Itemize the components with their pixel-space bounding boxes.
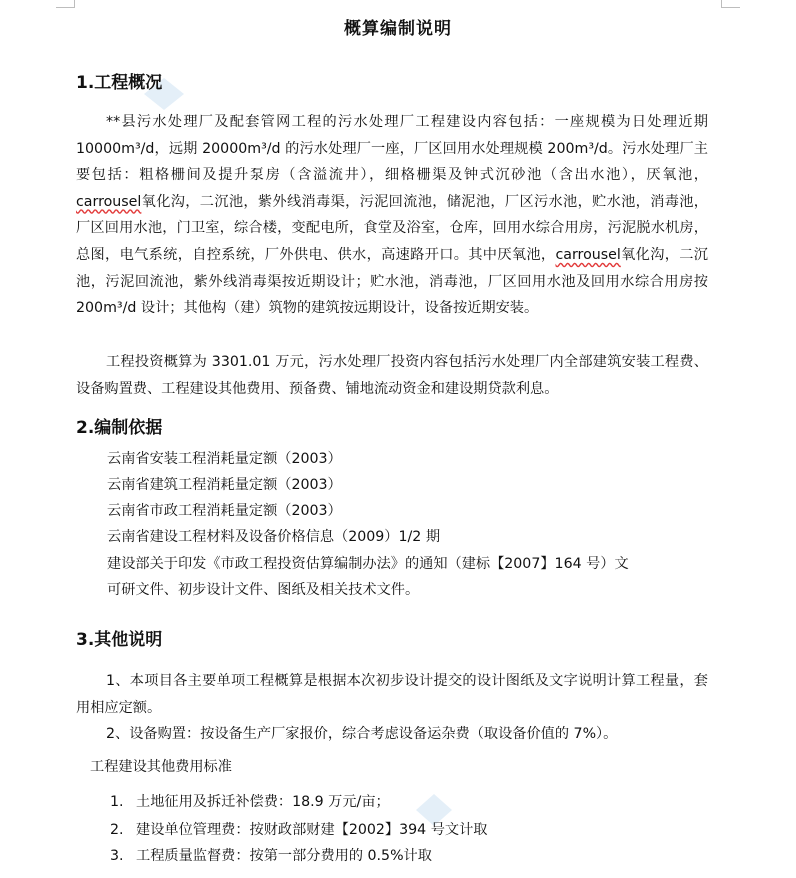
list-item: 3. 工程质量监督费：按第一部分费用的 0.5%计取: [110, 848, 432, 864]
basis-item: 云南省建筑工程消耗量定额（2003）: [107, 477, 342, 493]
list-item: 2. 建设单位管理费：按财政部财建【2002】394 号文计取: [110, 822, 488, 838]
basis-item: 建设部关于印发《市政工程投资估算编制办法》的通知（建标【2007】164 号）文: [107, 556, 629, 572]
term-carrousel: carrousel: [555, 246, 621, 263]
paragraph-investment: 工程投资概算为 3301.01 万元，污水处理厂投资内容包括污水处理厂内全部建筑安装工程费、设备购置费、工程建设其他费用、预备费、铺地流动资金和建设期贷款利息。: [76, 354, 708, 397]
paragraph-other-1: 1、本项目各主要单项工程概算是根据本次初步设计提交的设计图纸及文字说明计算工程量，套用相应定额。: [76, 673, 708, 716]
basis-item: 云南省安装工程消耗量定额（2003）: [107, 451, 342, 467]
basis-item: 云南省建设工程材料及设备价格信息（2009）1/2 期: [107, 529, 441, 545]
section-heading-overview: 1.工程概况: [76, 73, 163, 93]
page-corner-mark: [56, 0, 75, 8]
list-item: 1. 土地征用及拆迁补偿费：18.9 万元/亩；: [110, 794, 390, 810]
document-title: 概算编制说明: [344, 19, 452, 39]
section-heading-other: 3.其他说明: [76, 630, 163, 650]
basis-item: 云南省市政工程消耗量定额（2003）: [107, 503, 342, 519]
term-carrousel: carrousel: [76, 193, 142, 210]
section-heading-basis: 2.编制依据: [76, 418, 163, 438]
paragraph-other-2: 2、设备购置：按设备生产厂家报价，综合考虑设备运杂费（取设备价值的 7%）。: [106, 726, 618, 742]
subheading-fee-standard: 工程建设其他费用标准: [90, 759, 232, 775]
paragraph-overview: **县污水处理厂及配套管网工程的污水处理厂工程建设内容包括：一座规模为日处理近期 10000m³/d，远期 20000m³/d 的污水处理厂一座，厂区回用水处理规模 200m³/d。污水处理厂主要包括：粗格栅间及提升泵房（含溢流井），细格栅渠及钟式沉砂池（含出水池），厌氧池，carrousel氧化沟，二沉池，紫外线消毒渠，污泥回流池，储泥池，厂区污水池，贮水池，消毒池，厂区回用水池，门卫室，综合楼，变配电所，食堂及浴室，仓库，回用水综合用房，污泥脱水机房，总图，电气系统，自控系统，厂外供电、供水，高速路开口。其中厌氧池，carrousel氧化沟，二沉池，污泥回流池，紫外线消毒渠按近期设计；贮水池，消毒池，厂区回用水池及回用水综合用房按 200m³/d 设计；其他构（建）筑物的建筑按远期设计，设备按近期安装。: [76, 114, 708, 317]
page-corner-mark: [721, 0, 740, 8]
basis-item: 可研文件、初步设计文件、图纸及相关技术文件。: [107, 582, 420, 598]
